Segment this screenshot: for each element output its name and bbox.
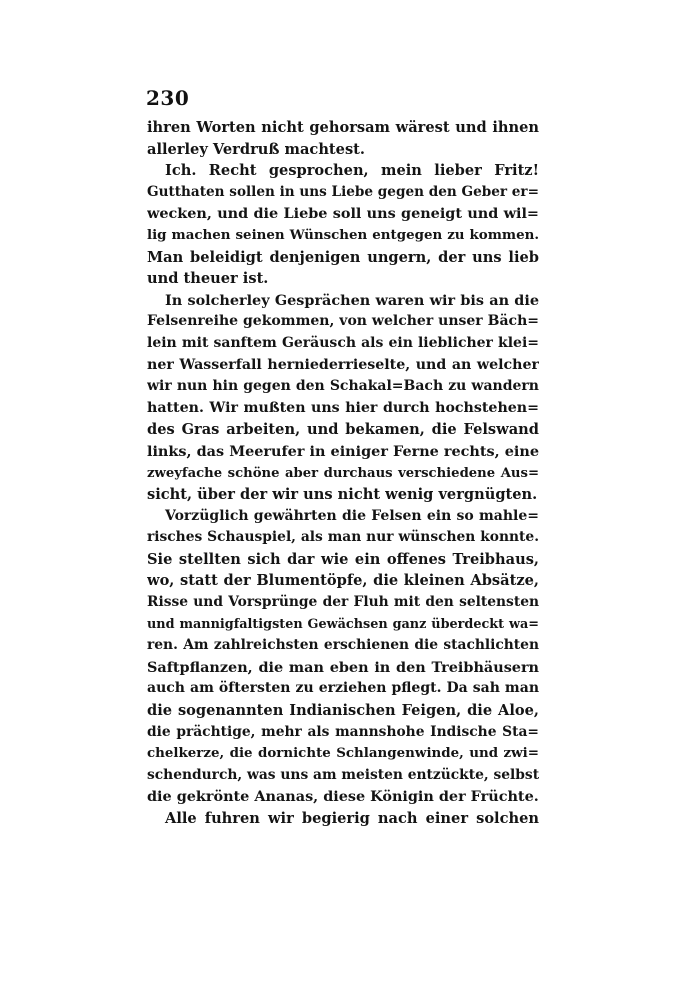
- text-line: allerley Verdruß machtest.: [147, 140, 365, 158]
- text-line: wo, statt der Blumentöpfe, die kleinen Absätze,: [147, 572, 539, 590]
- text-line: Ich. Recht gesprochen, mein lieber Fritz!: [165, 162, 539, 180]
- text-line: sicht, über der wir uns nicht wenig vergnügten.: [147, 486, 538, 504]
- text-line: risches Schauspiel, als man nur wünschen konnte.: [147, 529, 539, 546]
- text-line: hatten. Wir mußten uns hier durch hochstehen=: [147, 399, 539, 416]
- text-line: In solcherley Gesprächen waren wir bis an die: [165, 291, 539, 309]
- body-text: [147, 117, 539, 830]
- text-line: Alle fuhren wir begierig nach einer solchen: [165, 810, 539, 827]
- text-line: zweyfache schöne aber durchaus verschiedene Aus=: [147, 465, 539, 481]
- text-line: lein mit sanftem Geräusch als ein lieblicher klei=: [147, 334, 539, 351]
- text-line: Sie stellten sich dar wie ein offenes Treibhaus,: [147, 550, 539, 568]
- text-line: Risse und Vorsprünge der Fluh mit den seltensten: [147, 594, 539, 611]
- text-line: und theuer ist.: [147, 270, 269, 288]
- text-line: des Gras arbeiten, und bekamen, die Felswand: [147, 421, 539, 439]
- text-line: auch am öftersten zu erziehen pflegt. Da sah man: [147, 680, 539, 697]
- text-line: chelkerze, die dornichte Schlangenwinde, und zwi=: [147, 745, 539, 762]
- text-line: Felsenreihe gekommen, von welcher unser Bäch=: [147, 313, 539, 330]
- text-line: wecken, und die Liebe soll uns geneigt und wil=: [147, 205, 539, 223]
- text-line: schendurch, was uns am meisten entzückte, selbst: [147, 766, 539, 783]
- text-line: Man beleidigt denjenigen ungern, der uns lieb: [147, 248, 539, 266]
- text-line: ren. Am zahlreichsten erschienen die stachlichten: [147, 637, 539, 654]
- text-line: ihren Worten nicht gehorsam wärest und ihnen: [147, 119, 539, 136]
- text-line: ner Wasserfall herniederrieselte, und an welcher: [147, 356, 539, 373]
- page-number: 230: [146, 86, 190, 110]
- text-line: Gutthaten sollen in uns Liebe gegen den Geber er=: [147, 183, 539, 200]
- text-line: lig machen seinen Wünschen entgegen zu kommen.: [147, 226, 539, 243]
- text-line: und mannigfaltigsten Gewächsen ganz überdeckt wa=: [147, 616, 539, 632]
- text-line: wir nun hin gegen den Schakal=Bach zu wandern: [147, 378, 539, 395]
- text-line: die prächtige, mehr als mannshohe Indische Sta=: [147, 723, 539, 740]
- text-line: links, das Meerufer in einiger Ferne rechts, eine: [147, 442, 539, 460]
- text-line: die sogenannten Indianischen Feigen, die Aloe,: [147, 702, 539, 720]
- text-line: die gekrönte Ananas, diese Königin der Früchte.: [147, 788, 539, 806]
- text-line: Saftpflanzen, die man eben in den Treibhäusern: [147, 658, 539, 676]
- text-line: Vorzüglich gewährten die Felsen ein so mahle=: [165, 507, 539, 524]
